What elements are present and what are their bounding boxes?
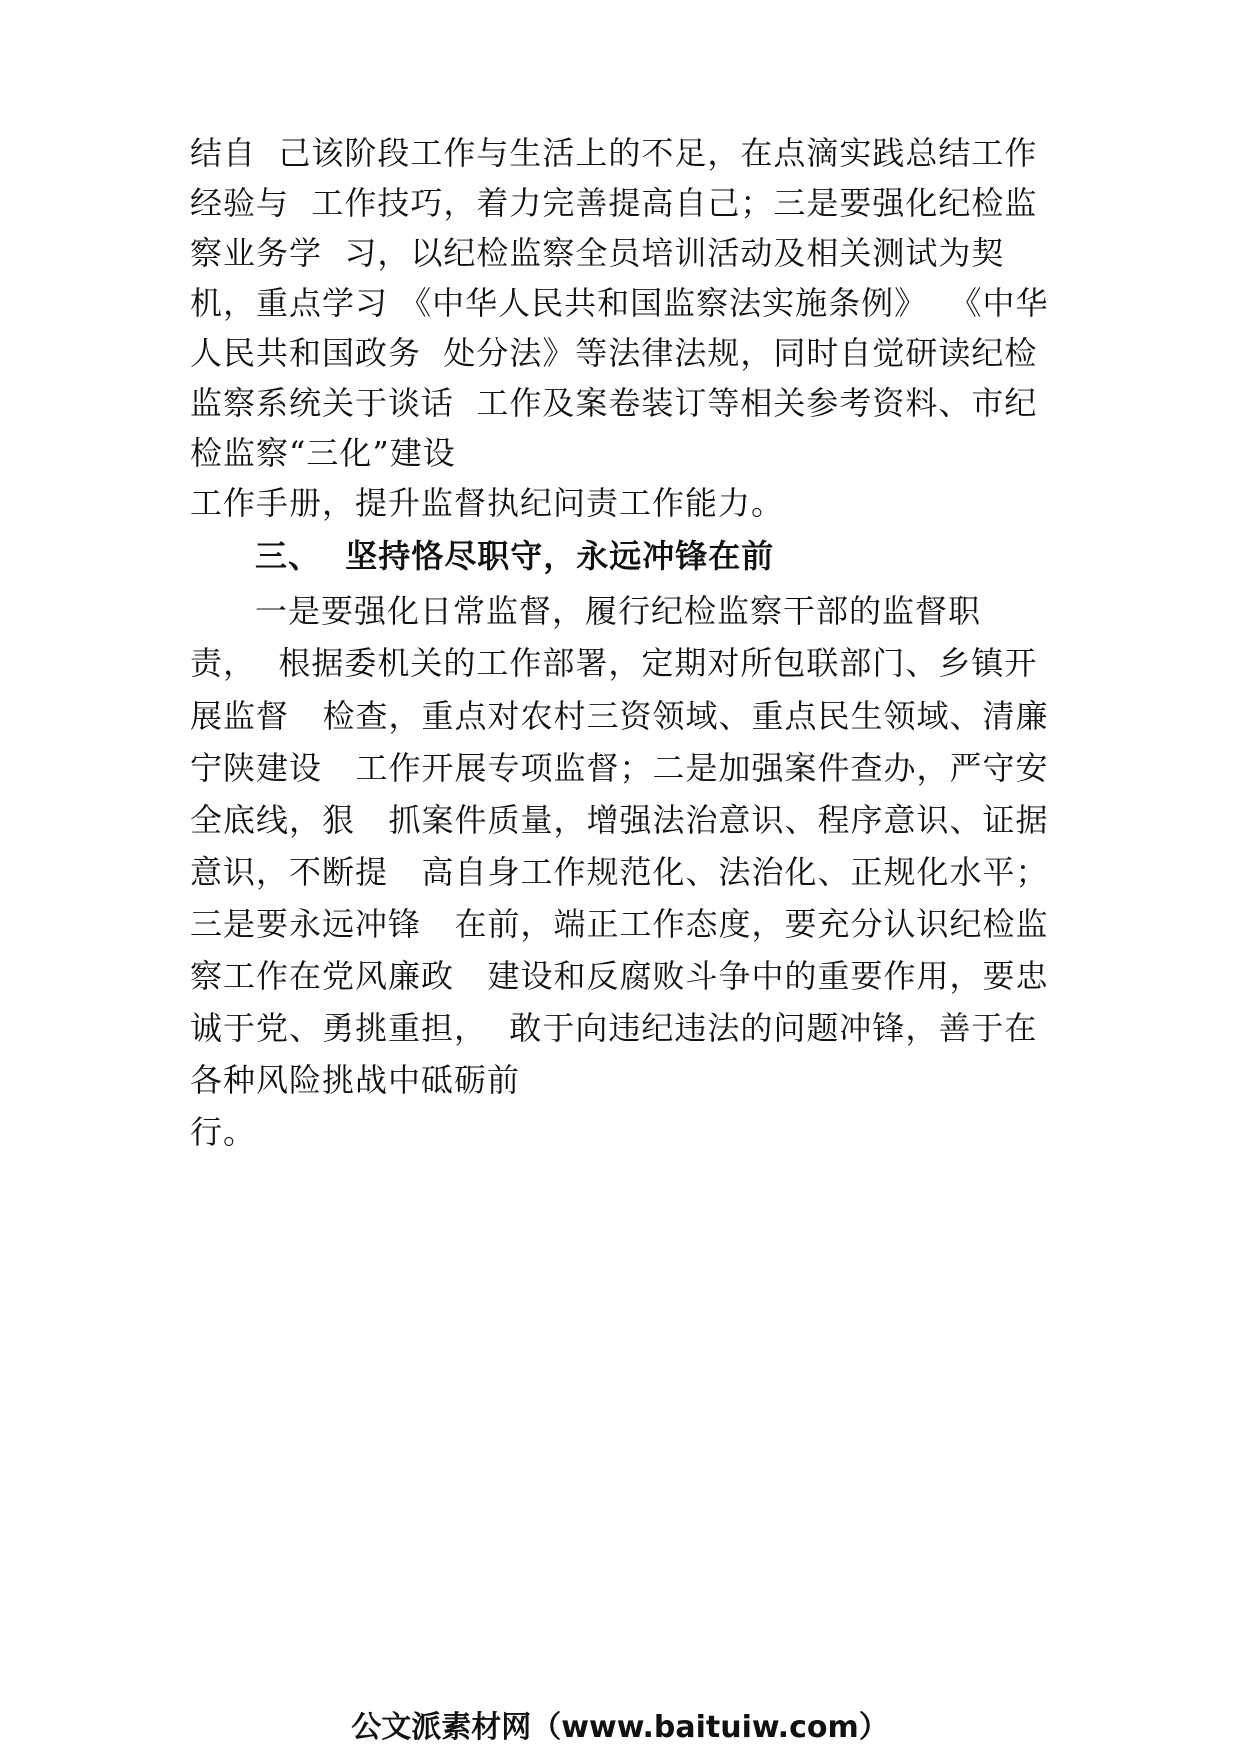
paragraph-line: 诚于党、勇挑重担， 敢于向违纪违法的问题冲锋，善于在	[190, 1009, 1038, 1047]
paragraph-line: 意识，不断提 高自身工作规范化、法治化、正规化水平；	[190, 853, 1049, 891]
paragraph-line: 宁陕建设 工作开展专项监督；二是加强案件查办，严守安	[190, 749, 1049, 787]
paragraph-line: 结自 己该阶段工作与生活上的不足，在点滴实践总结工作	[190, 134, 1038, 172]
paragraph-line: 机，重点学习 《中华人民共和国监察法实施条例》 《中华	[190, 284, 1049, 322]
paragraph-line: 责， 根据委机关的工作部署，定期对所包联部门、乡镇开	[190, 644, 1038, 682]
paragraph-line: 行。	[190, 1113, 257, 1151]
paragraph-line: 察业务学 习，以纪检监察全员培训活动及相关测试为契	[190, 234, 1005, 272]
paragraph-line: 工作手册，提升监督执纪问责工作能力。	[190, 484, 785, 522]
paragraph-line: 各种风险挑战中砥砺前	[190, 1061, 521, 1099]
footer-watermark: 公文派素材网（www.baituiw.com）	[351, 1710, 889, 1745]
paragraph-line: 经验与 工作技巧，着力完善提高自己；三是要强化纪检监	[190, 184, 1038, 222]
paragraph-line: 人民共和国政务 处分法》等法律法规，同时自觉研读纪检	[190, 334, 1038, 372]
paragraph-line: 一是要强化日常监督，履行纪检监察干部的监督职	[255, 592, 982, 630]
paragraph-line: 三是要永远冲锋 在前，端正工作态度，要充分认识纪检监	[190, 905, 1049, 943]
paragraph-line: 检监察“三化”建设	[190, 434, 456, 472]
paragraph-line: 监察系统关于谈话 工作及案卷装订等相关参考资料、市纪	[190, 384, 1038, 422]
paragraph-line: 察工作在党风廉政 建设和反腐败斗争中的重要作用，要忠	[190, 957, 1049, 995]
section-heading: 三、 坚持恪尽职守，永远冲锋在前	[255, 537, 775, 575]
paragraph-line: 全底线，狠 抓案件质量，增强法治意识、程序意识、证据	[190, 801, 1049, 839]
paragraph-line: 展监督 检查，重点对农村三资领域、重点民生领域、清廉	[190, 697, 1049, 735]
